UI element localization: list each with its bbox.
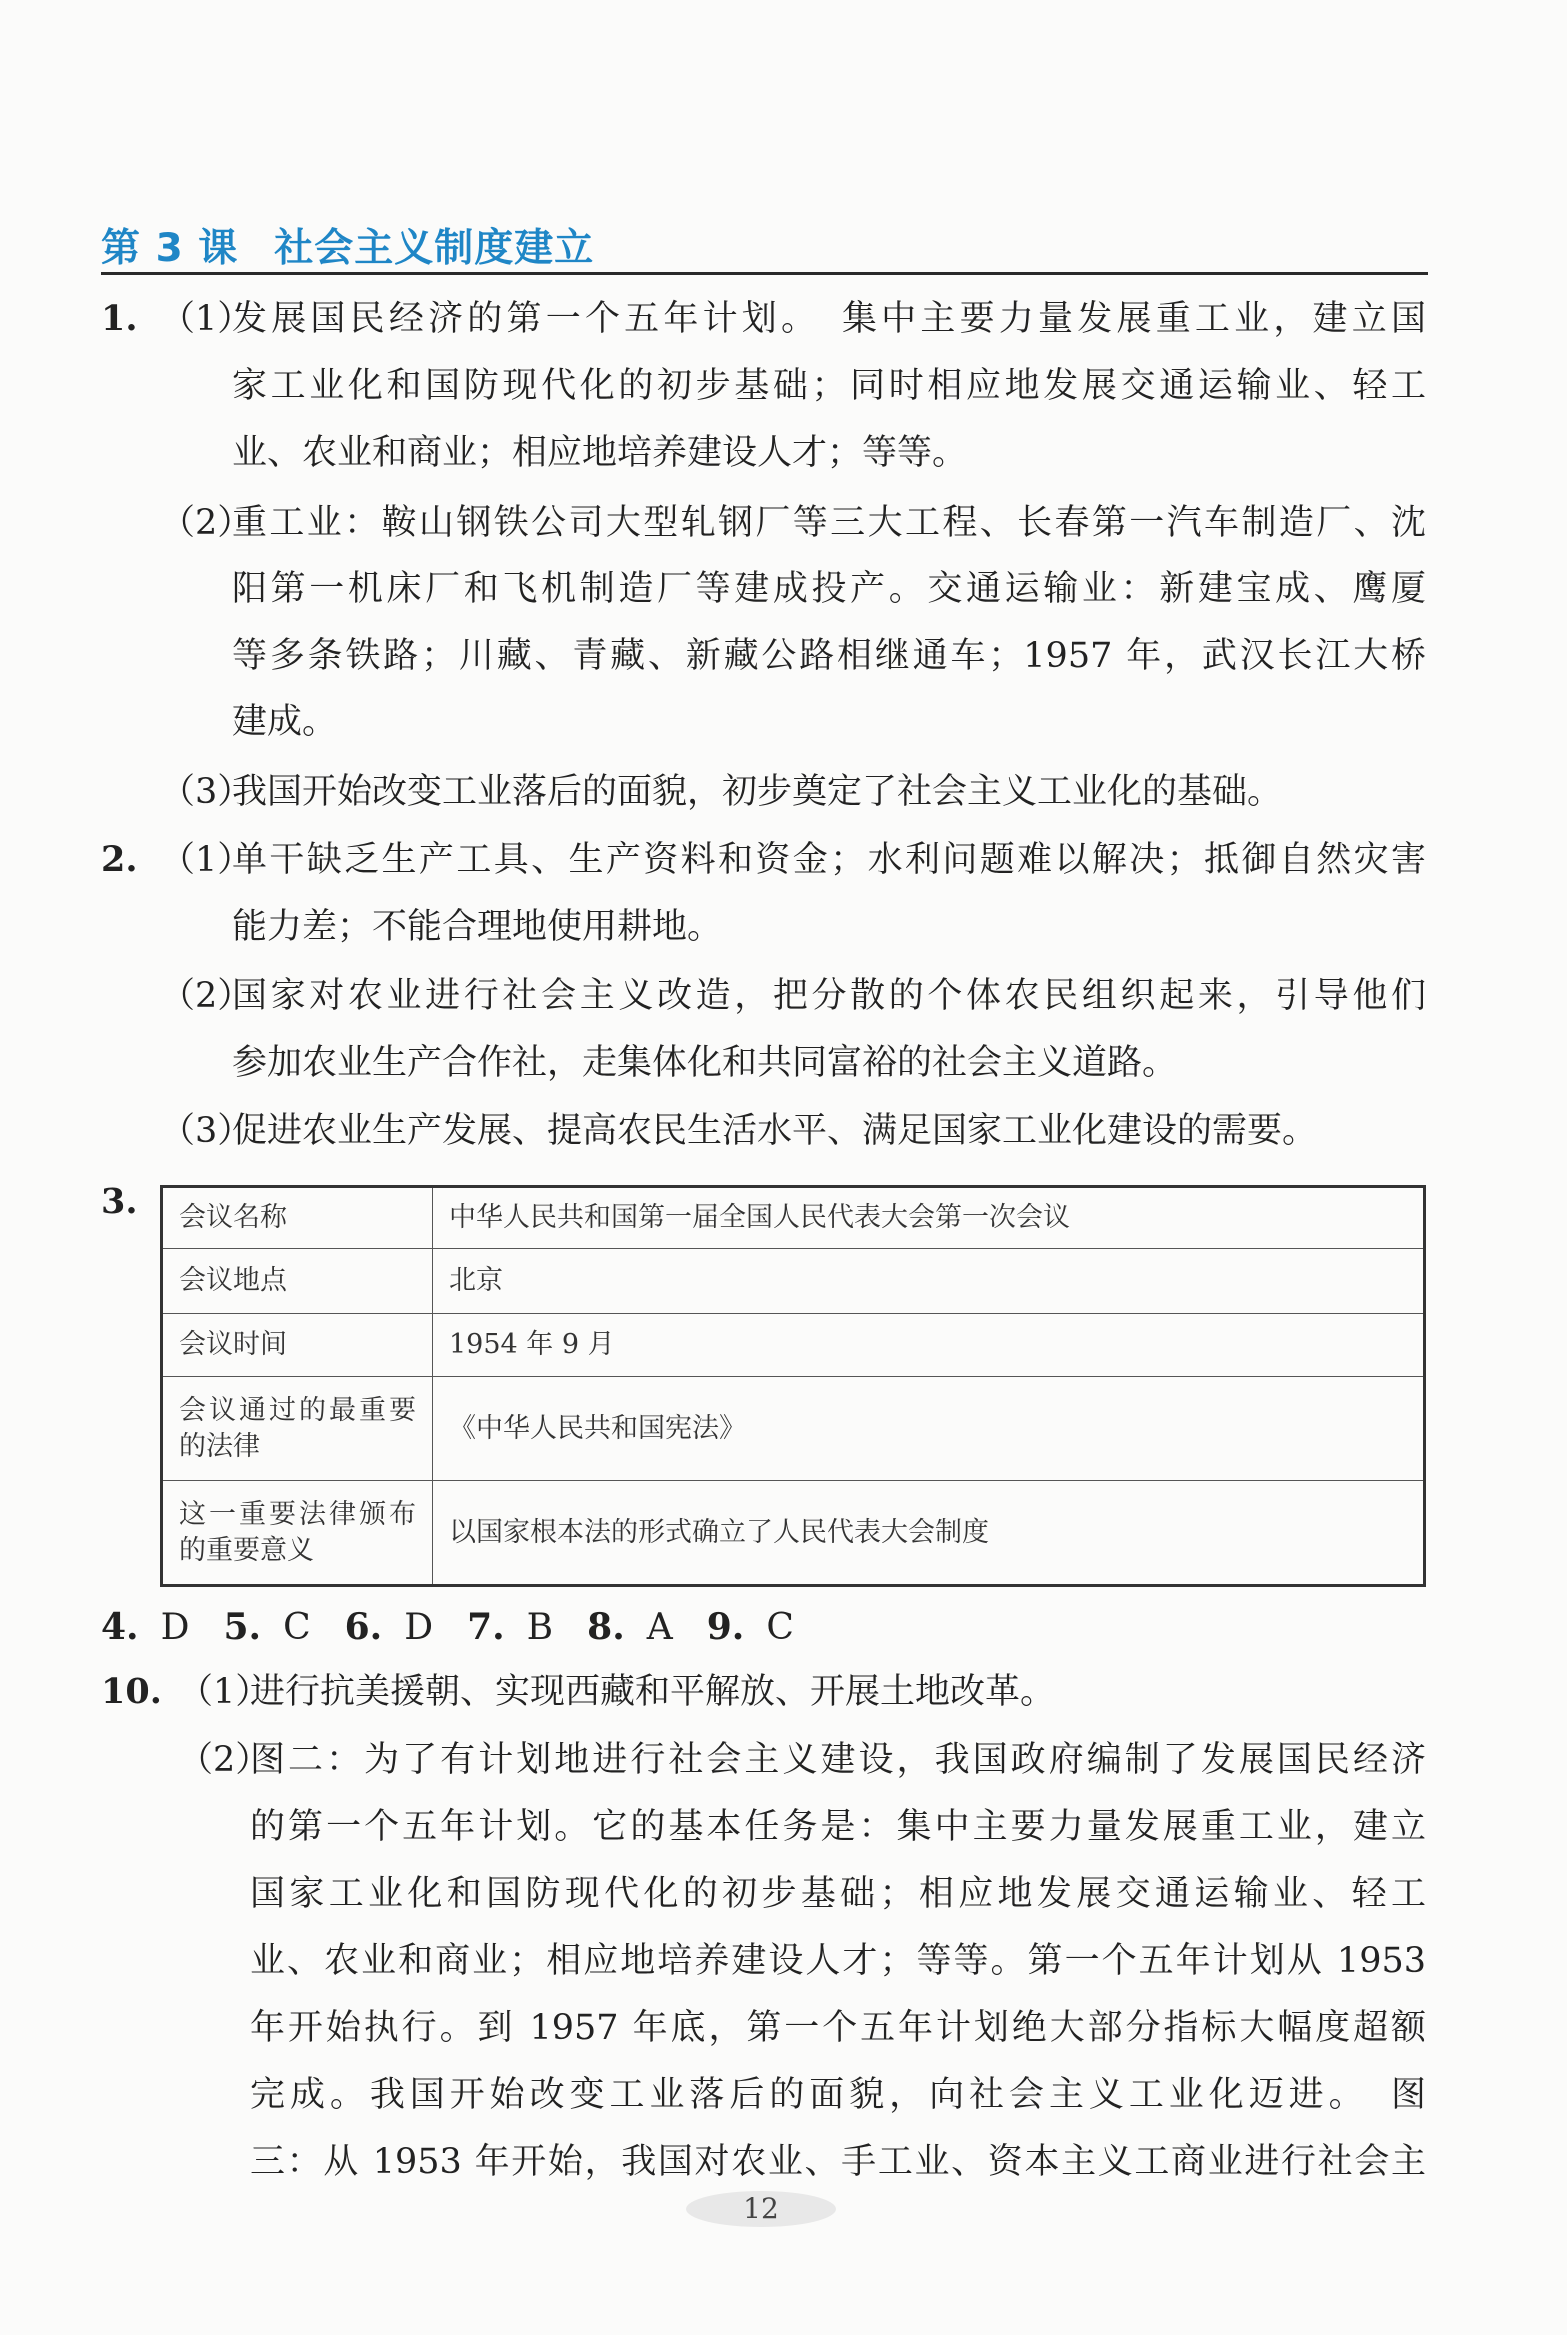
q1-part1-line: 家工业化和国防现代化的初步基础；同时相应地发展交通运输业、轻工 <box>232 366 1426 406</box>
choice-number: 9. <box>706 1606 745 1648</box>
q2-part2-label: （2） <box>160 976 253 1016</box>
table-key: 会议时间 <box>162 1313 433 1376</box>
table-key-line: 的重要意义 <box>179 1534 314 1566</box>
choice-number: 7. <box>467 1606 505 1648</box>
table-row <box>162 1313 1425 1376</box>
q1-part2-line: 阳第一机床厂和飞机制造厂等建成投产。交通运输业：新建宝成、鹰厦 <box>232 569 1426 609</box>
title-rule <box>101 272 1428 275</box>
q10-part2-line: 业、农业和商业；相应地培养建设人才；等等。第一个五年计划从 1953 <box>250 1941 1426 1981</box>
multiple-choice-answers <box>101 1605 828 1650</box>
q10-part2-line: 三：从 1953 年开始，我国对农业、手工业、资本主义工商业进行社会主 <box>250 2142 1426 2182</box>
q1-part2-label: （2） <box>160 503 253 543</box>
table-row <box>162 1249 1425 1313</box>
q1-part3-label: （3） <box>160 772 253 812</box>
table-key-line: 这一重要法律颁布 <box>179 1498 416 1530</box>
q10-part2-line: 年开始执行。到 1957 年底，第一个五年计划绝大部分指标大幅度超额 <box>250 2008 1426 2048</box>
q10-part2-line: 的第一个五年计划。它的基本任务是：集中主要力量发展重工业，建立 <box>250 1807 1426 1847</box>
q2-part1-line: 能力差；不能合理地使用耕地。 <box>232 907 723 947</box>
table-key <box>162 1377 433 1481</box>
q2-part1-line: 单干缺乏生产工具、生产资料和资金；水利问题难以解决；抵御自然灾害 <box>232 840 1426 880</box>
table-key-line: 会议通过的最重要 <box>179 1394 416 1426</box>
table-key: 会议名称 <box>162 1187 433 1249</box>
table-key-line: 的法律 <box>179 1430 260 1462</box>
q10-part1-line: 进行抗美援朝、实现西藏和平解放、开展土地改革。 <box>250 1672 1056 1712</box>
question-number-10: 10. <box>101 1671 162 1712</box>
q2-part1-label: （1） <box>160 840 253 880</box>
choice-answer: D <box>160 1607 190 1648</box>
choice-number: 6. <box>344 1606 383 1648</box>
choice-answer: D <box>404 1607 434 1648</box>
table-key: 会议地点 <box>162 1249 433 1313</box>
table-value: 中华人民共和国第一届全国人民代表大会第一次会议 <box>433 1187 1425 1249</box>
q1-part1-label: （1） <box>160 299 253 339</box>
choice-number: 5. <box>223 1606 262 1648</box>
lesson-name: 社会主义制度建立 <box>274 226 595 271</box>
q2-part2-line: 国家对农业进行社会主义改造，把分散的个体农民组织起来，引导他们 <box>232 976 1426 1016</box>
q1-part1-line: 业、农业和商业；相应地培养建设人才；等等。 <box>232 433 968 473</box>
q1-part3-line: 我国开始改变工业落后的面貌，初步奠定了社会主义工业化的基础。 <box>232 772 1283 812</box>
table-value: 《中华人民共和国宪法》 <box>433 1377 1425 1481</box>
q1-part2-line: 建成。 <box>232 702 338 742</box>
choice-number: 8. <box>587 1606 625 1648</box>
meeting-info-table <box>160 1185 1426 1587</box>
q2-part3-line: 促进农业生产发展、提高农民生活水平、满足国家工业化建设的需要。 <box>232 1111 1318 1151</box>
question-number-2: 2. <box>101 839 138 880</box>
choice-answer: C <box>766 1607 794 1648</box>
choice-number: 4. <box>101 1606 139 1648</box>
q2-part3-label: （3） <box>160 1111 253 1151</box>
table-value: 1954 年 9 月 <box>433 1313 1425 1376</box>
table-row <box>162 1481 1425 1586</box>
q10-part2-label: （2） <box>178 1740 271 1780</box>
choice-answer: A <box>646 1607 673 1648</box>
q10-part2-line: 国家工业化和国防现代化的初步基础；相应地发展交通运输业、轻工 <box>250 1874 1426 1914</box>
q2-part2-line: 参加农业生产合作社，走集体化和共同富裕的社会主义道路。 <box>232 1043 1178 1083</box>
q1-part2-line: 重工业：鞍山钢铁公司大型轧钢厂等三大工程、长春第一汽车制造厂、沈 <box>232 503 1426 543</box>
choice-answer: C <box>283 1607 311 1648</box>
table-value: 以国家根本法的形式确立了人民代表大会制度 <box>433 1481 1425 1586</box>
lesson-title <box>101 217 594 273</box>
table-row <box>162 1377 1425 1481</box>
q10-part2-line: 完成。我国开始改变工业落后的面貌，向社会主义工业化迈进。 图 <box>250 2075 1426 2115</box>
q1-part2-line: 等多条铁路；川藏、青藏、新藏公路相继通车；1957 年，武汉长江大桥 <box>232 636 1426 676</box>
page-number: 12 <box>743 2192 779 2225</box>
choice-answer: B <box>526 1607 554 1648</box>
q1-part1-line: 发展国民经济的第一个五年计划。 集中主要力量发展重工业，建立国 <box>232 299 1426 339</box>
question-number-3: 3. <box>101 1181 138 1222</box>
lesson-number: 第 3 课 <box>101 226 239 271</box>
question-number-1: 1. <box>101 298 138 339</box>
table-row <box>162 1187 1425 1249</box>
table-value: 北京 <box>433 1249 1425 1313</box>
table-key <box>162 1481 433 1586</box>
q10-part2-line: 图二：为了有计划地进行社会主义建设，我国政府编制了发展国民经济 <box>250 1740 1426 1780</box>
q10-part1-label: （1） <box>178 1672 271 1712</box>
